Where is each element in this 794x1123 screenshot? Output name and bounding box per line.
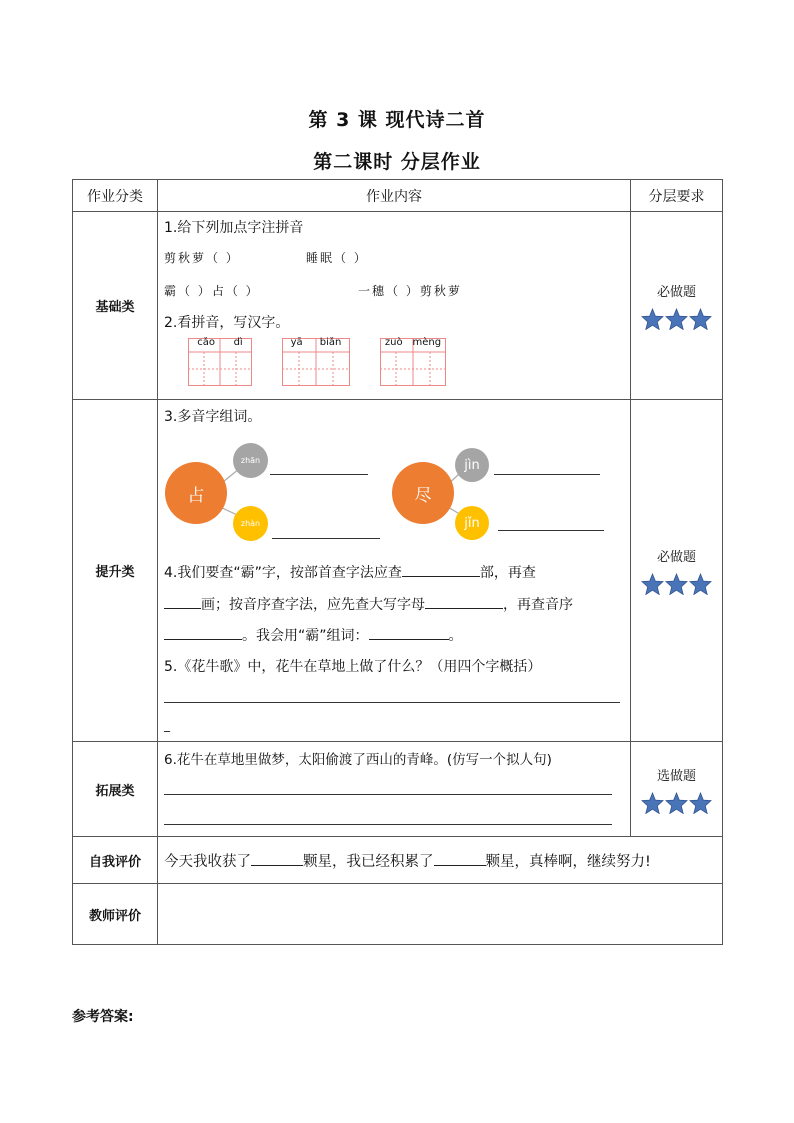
star-rating <box>631 308 722 330</box>
star-icon <box>665 308 688 330</box>
requirement-label: 选做题 <box>656 768 696 784</box>
star-icon <box>641 308 664 330</box>
q2-title: 2.看拼音，写汉字。 <box>164 315 290 331</box>
q4-text: ，再查音序 <box>503 597 573 613</box>
answer-blank[interactable] <box>369 625 449 640</box>
q4-text: 。 <box>448 628 463 644</box>
polyphone-char-2: 尽 <box>392 462 454 524</box>
lesson-title: 第 3 课 现代诗二首 <box>308 109 486 131</box>
answer-line[interactable] <box>270 474 368 475</box>
q4-text: 4.我们要查“霸”字，按部首查字法应查 <box>164 565 402 581</box>
pinyin-grid-1 <box>188 338 252 390</box>
star-icon <box>665 792 688 814</box>
answer-line[interactable] <box>494 474 600 475</box>
teacher-eval-content[interactable] <box>158 884 723 945</box>
answer-line[interactable] <box>164 824 612 825</box>
answer-blank[interactable] <box>434 851 486 866</box>
self-eval-content <box>158 837 723 884</box>
star-icon <box>689 308 712 330</box>
q3-title: 3.多音字组词。 <box>164 409 262 425</box>
basic-row <box>73 212 723 400</box>
polyphone-connectors <box>158 436 618 556</box>
answer-line[interactable] <box>164 794 612 795</box>
star-icon <box>689 573 712 595</box>
pinyin-grid-2 <box>282 338 350 390</box>
answer-blank[interactable] <box>164 594 201 609</box>
q1-line2b: 一穗（ ）剪秋萝 <box>358 284 462 298</box>
self-eval-row <box>73 837 723 884</box>
pinyin-text: cǎo <box>197 337 216 348</box>
star-rating <box>631 573 722 595</box>
answer-blank[interactable] <box>251 851 303 866</box>
advance-requirement <box>631 400 723 742</box>
pinyin-text: mèng <box>412 337 442 348</box>
self-eval-text: 今天我收获了 <box>164 853 251 870</box>
q1-line1a: 剪秋萝（ ） <box>164 251 240 265</box>
pinyin-grid-3 <box>380 338 446 390</box>
pinyin-text: yā <box>290 337 303 348</box>
answer-blank[interactable] <box>164 625 242 640</box>
pinyin-row-1 <box>188 337 252 348</box>
star-icon <box>665 573 688 595</box>
advance-row <box>73 400 723 742</box>
q4-text: 。我会用“霸”组词： <box>242 628 369 644</box>
answer-line[interactable] <box>272 538 380 539</box>
basic-requirement <box>631 212 723 400</box>
q1-title: 1.给下列加点字注拼音 <box>164 220 304 236</box>
teacher-eval-category: 教师评价 <box>73 884 158 945</box>
star-icon <box>641 573 664 595</box>
answer-blank[interactable] <box>425 594 503 609</box>
q5-tail: _ <box>164 718 170 732</box>
extend-requirement <box>631 742 723 837</box>
teacher-eval-row <box>73 884 723 945</box>
extend-content <box>158 742 631 837</box>
pinyin-bubble-2b: jǐn <box>455 506 489 540</box>
q1-line2a: 霸（ ）占（ ） <box>164 284 260 298</box>
answer-key-label: 参考答案: <box>72 1009 134 1025</box>
q5-question: 5.《花牛歌》中，花牛在草地上做了什么？（用四个字概括） <box>164 659 542 675</box>
homework-table <box>72 179 723 945</box>
self-eval-text: 颗星，我已经积累了 <box>303 853 434 870</box>
advance-content <box>158 400 631 742</box>
q4-text: 画；按音序查字法，应先查大写字母 <box>201 597 425 613</box>
self-eval-text: 颗星，真棒啊，继续努力! <box>485 853 651 870</box>
q4-line3 <box>164 625 463 645</box>
star-icon <box>689 792 712 814</box>
extend-category: 拓展类 <box>73 742 158 837</box>
pinyin-text: biǎn <box>319 337 342 348</box>
self-eval-category: 自我评价 <box>73 837 158 884</box>
basic-content <box>158 212 631 400</box>
pinyin-bubble-1a: zhān <box>233 443 268 478</box>
lesson-subtitle: 第二课时 分层作业 <box>313 151 481 173</box>
header-requirement: 分层要求 <box>631 180 723 212</box>
header-row <box>73 180 723 212</box>
q1-line1b: 睡眠（ ） <box>306 251 368 265</box>
answer-line[interactable] <box>498 530 604 531</box>
pinyin-row-3 <box>380 337 446 348</box>
q4-text: 部，再查 <box>479 565 536 581</box>
q6-question: 6.花牛在草地里做梦，太阳偷渡了西山的青峰。(仿写一个拟人句) <box>164 752 552 768</box>
pinyin-text: dì <box>233 337 243 348</box>
answer-line[interactable] <box>164 702 620 703</box>
polyphone-char-1: 占 <box>165 462 227 524</box>
requirement-label: 必做题 <box>656 285 696 300</box>
requirement-label: 必做题 <box>656 550 696 565</box>
pinyin-row-2 <box>282 337 350 348</box>
star-rating <box>631 792 722 814</box>
self-eval-sentence <box>158 850 722 871</box>
answer-blank[interactable] <box>402 562 480 577</box>
header-category: 作业分类 <box>73 180 158 212</box>
pinyin-bubble-1b: zhàn <box>233 506 268 541</box>
basic-category: 基础类 <box>73 212 158 400</box>
header-content: 作业内容 <box>158 180 631 212</box>
extend-row <box>73 742 723 837</box>
q4-line2 <box>164 594 573 614</box>
pinyin-bubble-2a: jìn <box>455 448 489 482</box>
pinyin-text: zuò <box>384 337 403 348</box>
q4-line1 <box>164 562 536 582</box>
star-icon <box>641 792 664 814</box>
advance-category: 提升类 <box>73 400 158 742</box>
